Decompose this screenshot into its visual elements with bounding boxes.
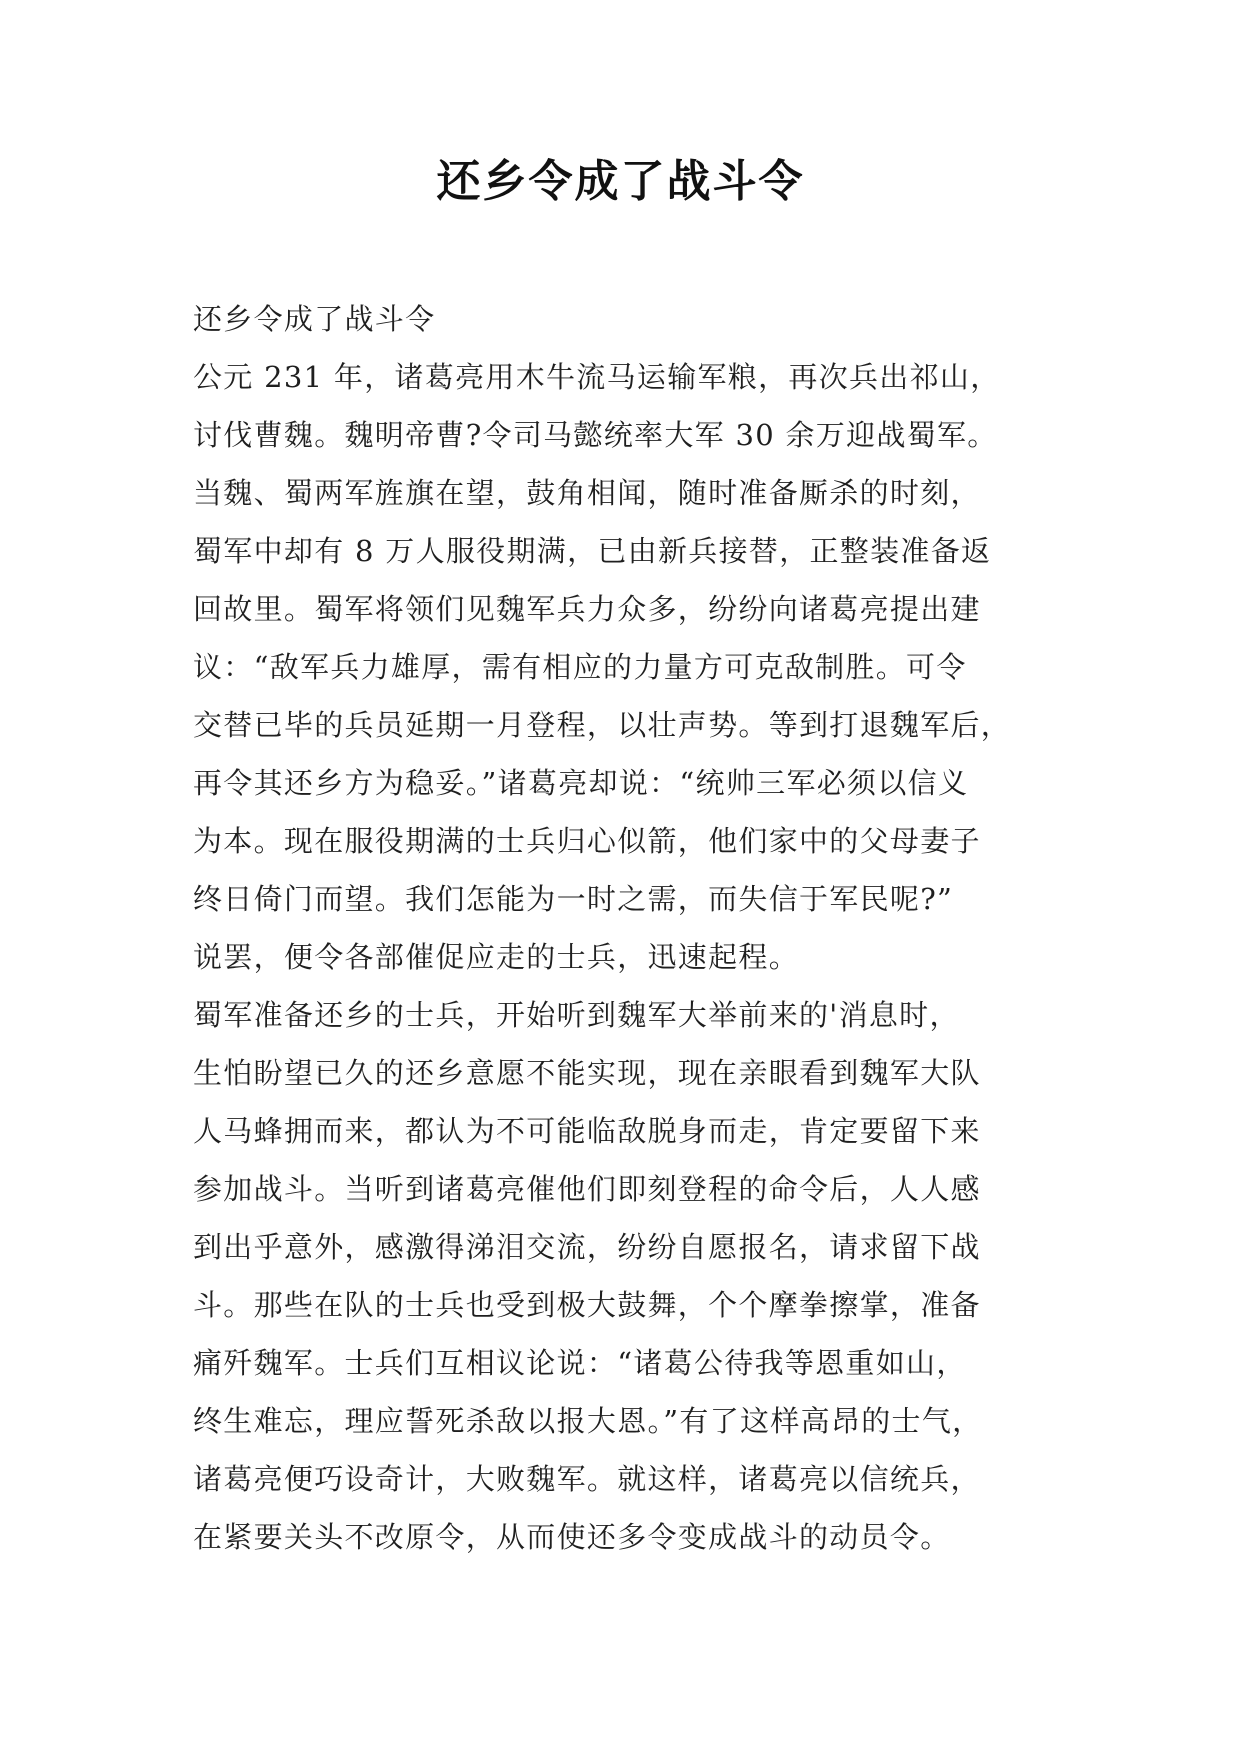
body-line: 再令其还乡方为稳妥。”诸葛亮却说：“统帅三军必须以信义 [193,766,969,800]
body-line: 终生难忘，理应誓死杀敌以报大恩。”有了这样高昂的士气， [193,1404,983,1438]
body-line: 还乡令成了战斗令 [193,302,436,336]
body-line: 人马蜂拥而来，都认为不可能临敌脱身而走，肯定要留下来 [193,1114,981,1148]
body-line: 生怕盼望已久的还乡意愿不能实现，现在亲眼看到魏军大队 [193,1056,981,1090]
body-line: 蜀军中却有 8 万人服役期满，已由新兵接替，正整装准备返 [193,534,992,568]
body-line: 蜀军准备还乡的士兵，开始听到魏军大举前来的'消息时， [193,998,960,1032]
body-line: 交替已毕的兵员延期一月登程，以壮声势。等到打退魏军后， [193,708,1012,742]
body-line: 诸葛亮便巧设奇计，大败魏军。就这样，诸葛亮以信统兵， [193,1462,981,1496]
body-line: 到出乎意外，感激得涕泪交流，纷纷自愿报名，请求留下战 [193,1230,981,1264]
body-line: 讨伐曹魏。魏明帝曹?令司马懿统率大军 30 余万迎战蜀军。 [193,418,998,452]
body-line: 痛歼魏军。士兵们互相议论说：“诸葛公待我等恩重如山， [193,1346,967,1380]
body-line: 参加战斗。当听到诸葛亮催他们即刻登程的命令后，人人感 [193,1172,981,1206]
body-line: 斗。那些在队的士兵也受到极大鼓舞，个个摩拳擦掌，准备 [193,1288,981,1322]
body-line: 回故里。蜀军将领们见魏军兵力众多，纷纷向诸葛亮提出建 [193,592,981,626]
body-line: 在紧要关头不改原令，从而使还多令变成战斗的动员令。 [193,1520,951,1554]
document-title: 还乡令成了战斗令 [436,156,805,207]
body-line: 终日倚门而望。我们怎能为一时之需，而失信于军民呢?” [193,882,954,916]
body-line: 议：“敌军兵力雄厚，需有相应的力量方可克敌制胜。可令 [193,650,967,684]
body-line: 公元 231 年，诸葛亮用木牛流马运输军粮，再次兵出祁山， [193,360,1001,394]
document-body [193,290,1073,1566]
body-line: 当魏、蜀两军旌旗在望，鼓角相闻，随时准备厮杀的时刻， [193,476,981,510]
body-line: 为本。现在服役期满的士兵归心似箭，他们家中的父母妻子 [193,824,981,858]
body-line: 说罢，便令各部催促应走的士兵，迅速起程。 [193,940,800,974]
